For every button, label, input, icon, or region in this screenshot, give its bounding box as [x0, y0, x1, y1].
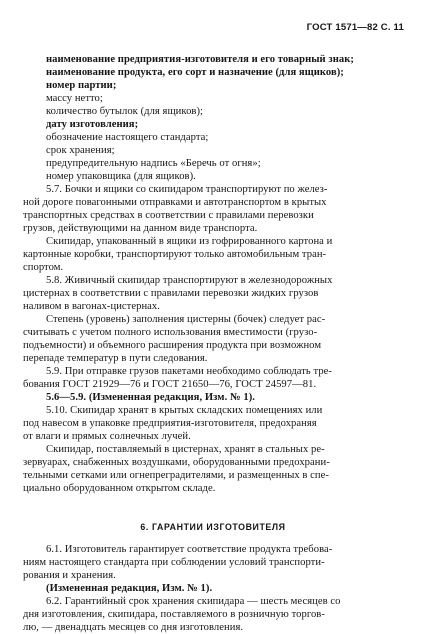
marking-item: номер упаковщика (для ящиков). — [46, 171, 196, 182]
paragraph-line: лю, — двенадцать месяцев со дня изготовления. — [23, 622, 244, 633]
marking-item: номер партии; — [46, 80, 117, 91]
paragraph-line: транспортных средствах в соответствии с правилами перевозки — [23, 210, 314, 221]
paragraph-line: бования ГОСТ 21929—76 и ГОСТ 21650—76, ГОСТ 24597—81. — [23, 379, 317, 390]
paragraph-line: рования и хранения. — [23, 570, 116, 581]
paragraph-line: 5.7. Бочки и ящики со скипидаром транспортируют по желез- — [46, 184, 328, 195]
paragraph-line: дня изготовления, скипидара, поставляемого в розничную торгов- — [23, 609, 325, 620]
paragraph-line: подъемности) и объемного расширения продукта при возможном — [23, 340, 322, 351]
marking-item: наименование продукта, его сорт и назначение (для ящиков); — [46, 67, 344, 78]
paragraph-line: считывать с учетом полного использования вместимости (грузо- — [23, 327, 318, 338]
marking-item: обозначение настоящего стандарта; — [46, 132, 209, 143]
section-heading: 6. ГАРАНТИИ ИЗГОТОВИТЕЛЯ — [140, 522, 286, 532]
marking-item: дату изготовления; — [46, 119, 139, 130]
paragraph-line: 5.9. При отправке грузов пакетами необходимо соблюдать тре- — [46, 366, 332, 377]
paragraph-line: 5.8. Живичный скипидар транспортируют в железнодорожных — [46, 275, 333, 286]
amendment-note: (Измененная редакция, Изм. № 1). — [46, 583, 213, 594]
amendment-note: 5.6—5.9. (Измененная редакция, Изм. № 1). — [46, 392, 255, 403]
marking-item: срок хранения; — [46, 145, 115, 156]
paragraph-line: 6.2. Гарантийный срок хранения скипидара — шесть месяцев со — [46, 596, 341, 607]
paragraph-line: цистернах в соответствии с правилами перевозки жидких грузов — [23, 288, 319, 299]
paragraph-line: грузов, действующими на данном виде транспорта. — [23, 223, 258, 234]
paragraph-line: 6.1. Изготовитель гарантирует соответствие продукта требова- — [46, 544, 333, 555]
paragraph-line: Скипидар, упакованный в ящики из гофрированного картона и — [46, 236, 333, 247]
paragraph-line: спортом. — [23, 262, 64, 273]
paragraph-line: от влаги и прямых солнечных лучей. — [23, 431, 191, 442]
paragraph-line: Степень (уровень) заполнения цистерны (бочек) следует рас- — [46, 314, 326, 325]
running-head: ГОСТ 1571—82 С. 11 — [306, 22, 404, 33]
paragraph-line: 5.10. Скипидар хранят в крытых складских помещениях или — [46, 405, 323, 416]
marking-item: количество бутылок (для ящиков); — [46, 106, 204, 117]
paragraph-line: наливом в вагонах-цистернах. — [23, 301, 160, 312]
paragraph-line: тельными сетками или огнепреградителями, и размещенных в спе- — [23, 470, 329, 481]
marking-item: массу нетто; — [46, 93, 103, 104]
paragraph-line: картонные коробки, транспортируют только автомобильным тран- — [23, 249, 327, 260]
paragraph-line: ниям настоящего стандарта при соблюдении условий транспорти- — [23, 557, 325, 568]
paragraph-line: перепаде температур в пути следования. — [23, 353, 208, 364]
marking-item: наименование предприятия-изготовителя и его товарный знак; — [46, 54, 354, 65]
paragraph-line: циально оборудованном открытом складе. — [23, 483, 216, 494]
marking-item: предупредительную надпись «Беречь от огня»; — [46, 158, 261, 169]
paragraph-line: ной дороге повагонными отправками и автотранспортом в крытых — [23, 197, 327, 208]
paragraph-line: Скипидар, поставляемый в цистернах, хранят в стальных ре- — [46, 444, 325, 455]
paragraph-line: зервуарах, снабженных воздушками, оборудованными предохрани- — [23, 457, 330, 468]
paragraph-line: под навесом в упаковке предприятия-изготовителя, предохраняя — [23, 418, 317, 429]
